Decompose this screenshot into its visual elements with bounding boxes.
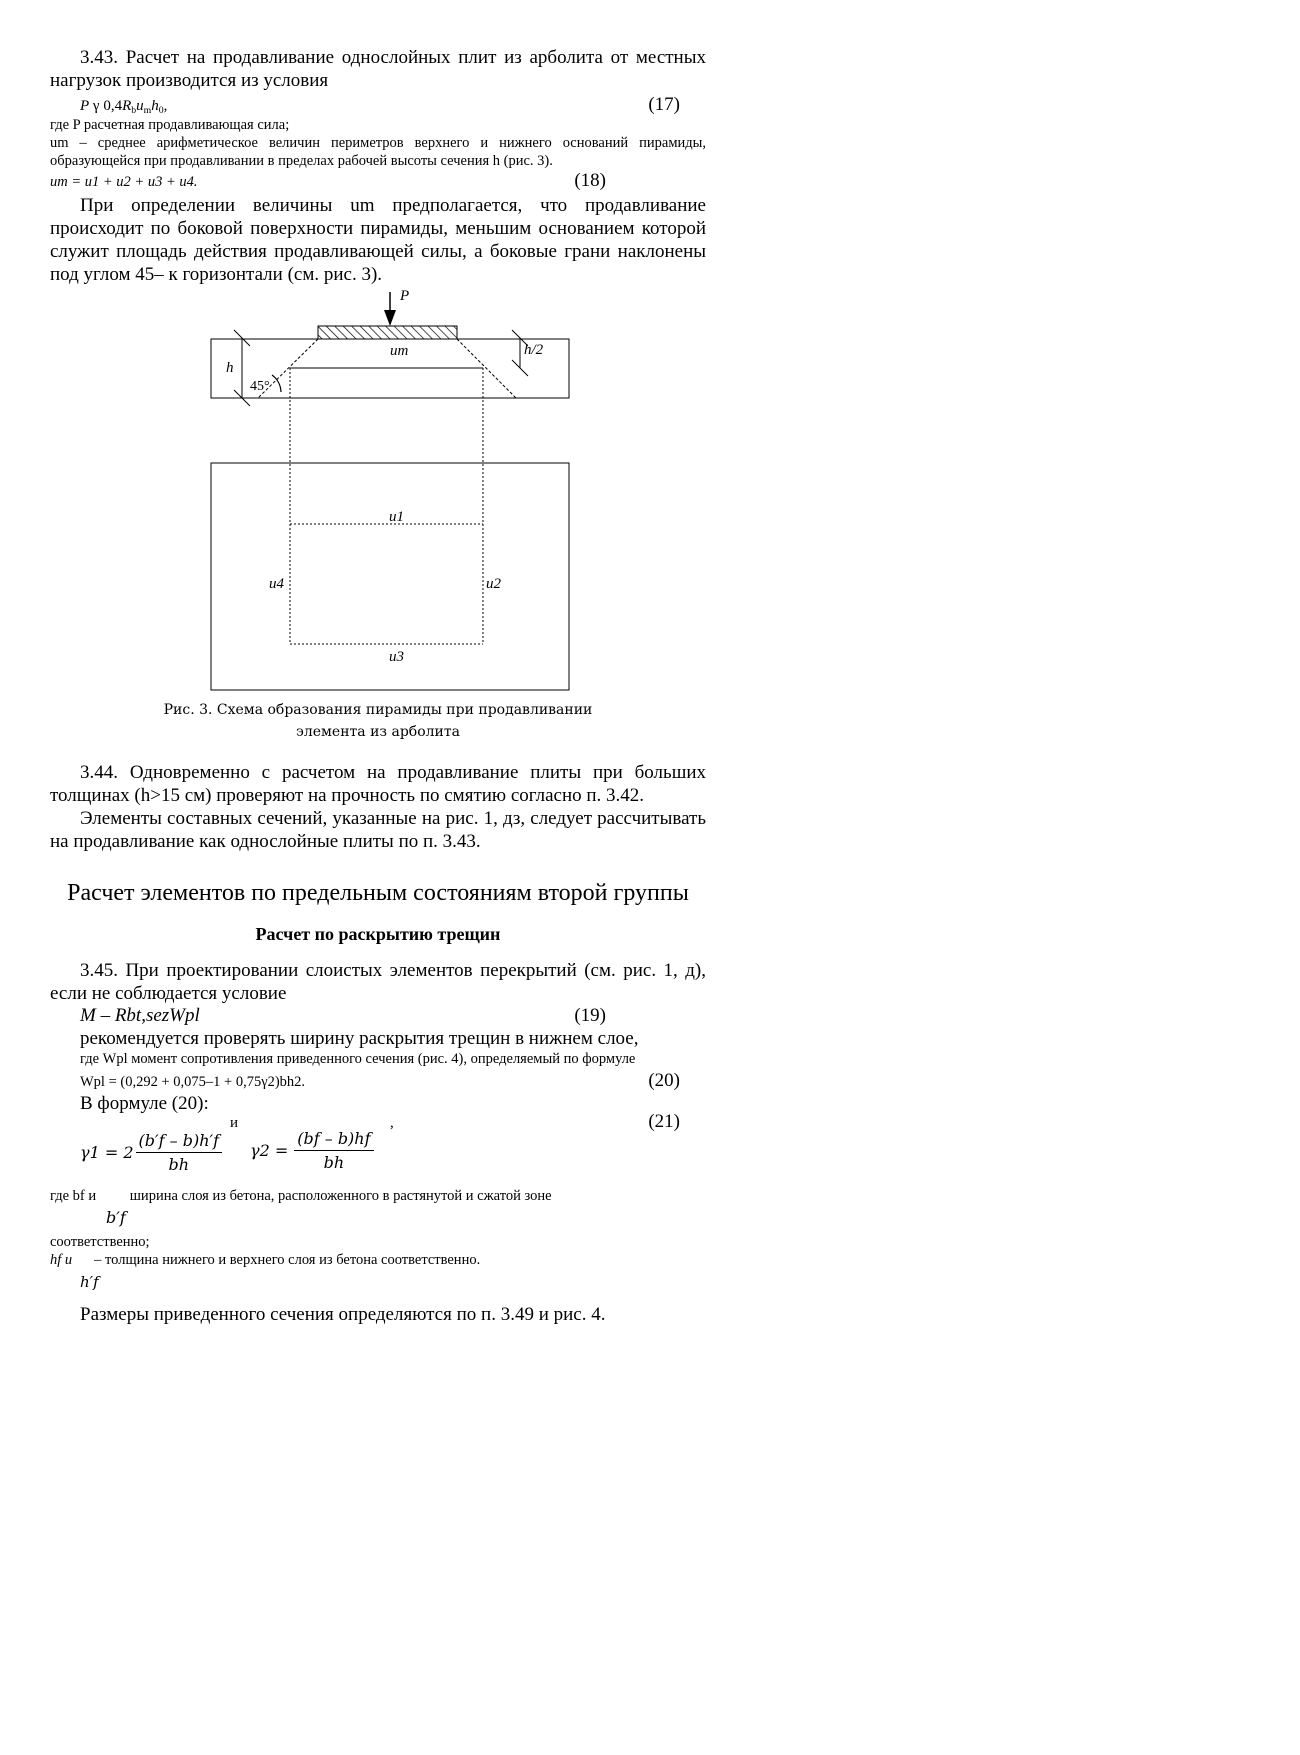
- paragraph-sizes: Размеры приведенного сечения определяются по п. 3.49 и рис. 4.: [80, 1304, 606, 1325]
- label-h2: h/2: [524, 342, 544, 358]
- label-u4: u4: [269, 576, 284, 592]
- gamma2-lhs: γ2 =: [250, 1141, 289, 1160]
- equation-21: [50, 1111, 706, 1185]
- equation-17-expression: P γ $0,4R_bu_mh_0$,: [80, 98, 168, 116]
- label-45: 45°: [250, 379, 270, 394]
- label-p: P: [400, 288, 410, 304]
- hf-prime-symbol: h′f: [80, 1273, 99, 1291]
- where-hf-line: [50, 1251, 706, 1269]
- equation-20-expression: Wpl = (0,292 + 0,075–1 + 0,75γ2)bh2.: [80, 1074, 306, 1090]
- gamma1-numerator: (b′f – b)h′f: [136, 1131, 223, 1153]
- label-u3: u3: [389, 649, 404, 665]
- where-hf-rest: – толщина нижнего и верхнего слоя из бетона соответственно.: [94, 1252, 481, 1268]
- equation-17-number: (17): [648, 94, 680, 115]
- load-arrow-head: [384, 310, 396, 326]
- figure-caption-line2: элемента из арболита: [296, 724, 460, 740]
- section-title: Расчет элементов по предельным состояниям второй группы: [67, 880, 689, 906]
- equation-18-expression: um = u1 + u2 + u3 + u4.: [50, 174, 198, 190]
- label-um: um: [390, 343, 409, 359]
- equation-17: [50, 94, 706, 116]
- figure-caption-line1: Рис. 3. Схема образования пирамиды при продавливании: [163, 702, 593, 718]
- gamma1-denominator: bh: [168, 1155, 190, 1174]
- bf-prime-symbol: b′f: [106, 1208, 126, 1227]
- gamma1-formula: [80, 1131, 222, 1174]
- equation-19-number: (19): [574, 1005, 606, 1026]
- paragraph-composite: Элементы составных сечений, указанные на рис. 1, дз, следует рассчитывать на продавливание как однослойные плиты по п. 3.43.: [50, 808, 706, 852]
- paragraph-in-formula: В формуле (20):: [80, 1093, 209, 1114]
- document-page: [50, 46, 706, 1326]
- label-h: h: [226, 360, 234, 376]
- paragraph-3-43: 3.43. Расчет на продавливание однослойных плит из арболита от местных нагрузок производится из условия: [50, 47, 706, 91]
- where-p-text: где P расчетная продавливающая сила;: [50, 117, 290, 133]
- where-um-text: um – среднее арифметическое величин периметров верхнего и нижнего оснований пирамиды, образующейся при продавливании в пределах рабочей высоты сечения h (рис. 3).: [50, 135, 706, 169]
- equation-18: [50, 170, 706, 192]
- equation-20-number: (20): [648, 1070, 680, 1091]
- pyramid-diagram: [50, 288, 706, 698]
- subsection-title: Расчет по раскрытию трещин: [255, 924, 501, 944]
- paragraph-3-45: 3.45. При проектировании слоистых элементов перекрытий (см. рис. 1, д), если не соблюдается условие: [50, 960, 706, 1004]
- figure-3: [50, 288, 706, 698]
- gamma2-numerator: (bf – b)hf: [294, 1129, 373, 1151]
- where-wpl-text: где Wpl момент сопротивления приведенного сечения (рис. 4), определяемый по формуле: [80, 1051, 636, 1067]
- equation-21-comma: ,: [390, 1115, 394, 1131]
- gamma1-lhs: γ1 = 2: [80, 1143, 134, 1162]
- label-u1: u1: [389, 509, 404, 525]
- equation-21-and: и: [230, 1115, 239, 1131]
- where-hf-text: hf и: [50, 1252, 73, 1268]
- gamma2-fraction: [294, 1129, 373, 1172]
- where-bf-rest: ширина слоя из бетона, расположенного в растянутой и сжатой зоне: [126, 1188, 552, 1204]
- gamma2-denominator: bh: [323, 1153, 345, 1172]
- label-u2: u2: [486, 576, 501, 592]
- load-pad: [318, 326, 457, 339]
- paragraph-3-44: 3.44. Одновременно с расчетом на продавливание плиты при больших толщинах (h>15 см) проверяют на прочность по смятию согласно п. 3.42.: [50, 762, 706, 806]
- equation-19-expression: M – Rbt,sezWpl: [80, 1005, 200, 1026]
- gamma1-fraction: [136, 1131, 223, 1174]
- paragraph-recommend: рекомендуется проверять ширину раскрытия трещин в нижнем слое,: [80, 1028, 639, 1049]
- where-bf-line: [50, 1187, 706, 1205]
- equation-18-number: (18): [574, 170, 606, 191]
- paragraph-um: При определении величины um предполагается, что продавливание происходит по боковой поверхности пирамиды, меньшим основанием которой служит площадь действия продавливающей силы, а боковые грани наклонены под углом 45– к горизонтали (см. рис. 3).: [50, 195, 706, 285]
- equation-21-number: (21): [648, 1111, 680, 1132]
- angle-arc: [272, 375, 281, 392]
- where-bf-text: где bf и: [50, 1188, 97, 1204]
- equation-20: [50, 1070, 706, 1092]
- gamma2-formula: [250, 1129, 374, 1172]
- equation-19: [50, 1005, 706, 1027]
- respectively-text: соответственно;: [50, 1234, 150, 1250]
